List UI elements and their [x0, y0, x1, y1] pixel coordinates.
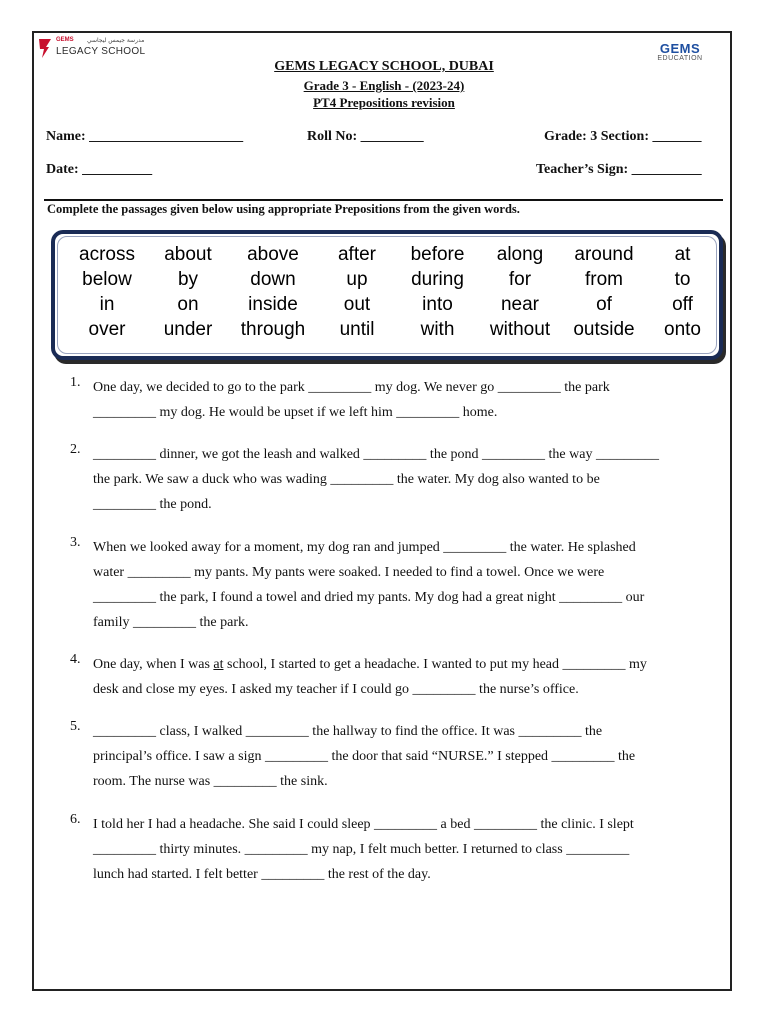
word-bank-word: out — [343, 294, 371, 315]
passage-number: 5. — [70, 719, 81, 734]
word-bank-word: on — [177, 294, 199, 315]
passage-body — [93, 719, 723, 794]
passage-line: water _________ my pants. My pants were soaked. I needed to find a towel. Once we were — [93, 565, 605, 580]
word-bank-word: about — [164, 244, 212, 265]
passage-line: _________ dinner, we got the leash and walked _________ the pond _________ the way _________ — [93, 447, 659, 462]
word-bank-word: along — [496, 244, 544, 265]
word-bank-word: around — [574, 244, 634, 265]
passage-line: _________ class, I walked _________ the hallway to find the office. It was _________ the — [93, 724, 603, 739]
assessment-title: PT4 Prepositions revision — [313, 95, 455, 110]
word-bank-word: through — [240, 319, 306, 340]
word-bank — [51, 230, 723, 360]
passage-body — [93, 652, 723, 702]
word-bank-word: from — [585, 269, 623, 290]
passage-number: 1. — [70, 375, 81, 390]
passage-line: I told her I had a headache. She said I could sleep _________ a bed _________ the clinic. I slept — [93, 817, 634, 832]
logo-gems-text: GEMS — [659, 41, 701, 56]
logo-brand-small: GEMS — [56, 37, 74, 43]
passage-line: _________ the pond. — [93, 497, 212, 512]
word-bank-word: off — [672, 294, 693, 315]
word-bank-grid — [67, 242, 719, 342]
name-field[interactable]: Name: ______________________ — [46, 129, 244, 144]
word-bank-word: until — [339, 319, 375, 340]
word-bank-word: by — [177, 269, 199, 290]
passage-line: family _________ the park. — [93, 615, 249, 630]
word-bank-word: during — [411, 269, 464, 290]
passage-line: _________ thirty minutes. _________ my nap, I felt much better. I returned to class _________ — [93, 842, 630, 857]
gems-flame-icon — [37, 37, 53, 59]
grade-section-field[interactable]: Grade: 3 Section: _______ — [544, 129, 702, 144]
word-bank-word: in — [99, 294, 115, 315]
passage-line — [93, 652, 723, 677]
passage-line: When we looked away for a moment, my dog ran and jumped _________ the water. He splashed — [93, 540, 636, 555]
word-bank-word: above — [247, 244, 299, 265]
passage-body — [93, 375, 723, 425]
word-bank-word: with — [420, 319, 455, 340]
passage-body — [93, 812, 723, 887]
passage-body — [93, 442, 723, 517]
passage-number: 6. — [70, 812, 81, 827]
word-bank-word: below — [82, 269, 132, 290]
grade-subject-title: Grade 3 - English - (2023-24) — [303, 78, 465, 93]
instruction-text: Complete the passages given below using appropriate Prepositions from the given words. — [47, 202, 520, 216]
logo-arabic-name: مدرسة جيمس ليجاسي — [87, 37, 145, 44]
word-bank-word: of — [596, 294, 612, 315]
word-bank-word: inside — [248, 294, 298, 315]
word-bank-word: to — [674, 269, 691, 290]
passage-line: principal’s office. I saw a sign _________ the door that said “NURSE.” I stepped _________ the — [93, 749, 636, 764]
word-bank-word: up — [346, 269, 368, 290]
teacher-sign-field[interactable]: Teacher’s Sign: __________ — [536, 162, 702, 177]
word-bank-word: near — [500, 294, 540, 315]
passage-line: desk and close my eyes. I asked my teacher if I could go _________ the nurse’s office. — [93, 682, 579, 697]
passage-line: _________ my dog. He would be upset if we left him _________ home. — [93, 405, 498, 420]
word-bank-word: at — [674, 244, 691, 265]
word-bank-word: under — [163, 319, 213, 340]
underlined-word: at — [213, 657, 224, 672]
word-bank-word: over — [88, 319, 126, 340]
passage-body — [93, 535, 723, 635]
logo-education-text: EDUCATION — [657, 55, 703, 62]
word-bank-word: without — [489, 319, 551, 340]
roll-no-field[interactable]: Roll No: _________ — [307, 129, 424, 144]
passage-line: lunch had started. I felt better _________ the rest of the day. — [93, 867, 431, 882]
word-bank-word: down — [250, 269, 296, 290]
word-bank-word: before — [410, 244, 465, 265]
word-bank-word: into — [422, 294, 453, 315]
school-title: GEMS LEGACY SCHOOL, DUBAI — [274, 59, 494, 74]
passage-number: 3. — [70, 535, 81, 550]
header-divider — [44, 199, 723, 201]
passage-line: the park. We saw a duck who was wading _________ the water. My dog also wanted to be — [93, 472, 600, 487]
passage-text: school, I started to get a headache. I wanted to put my head _________ my — [223, 657, 647, 672]
word-bank-word: outside — [573, 319, 635, 340]
passage-number: 4. — [70, 652, 81, 667]
passage-line: One day, we decided to go to the park _________ my dog. We never go _________ the park — [93, 380, 610, 395]
logo-school-name: LEGACY SCHOOL — [56, 46, 146, 57]
passage-line: _________ the park, I found a towel and dried my pants. My dog had a great night _________ our — [93, 590, 645, 605]
passage-text: One day, when I was — [93, 657, 214, 672]
word-bank-word: across — [79, 244, 135, 265]
passage-line: room. The nurse was _________ the sink. — [93, 774, 328, 789]
word-bank-word: for — [508, 269, 532, 290]
date-field[interactable]: Date: __________ — [46, 162, 153, 177]
word-bank-word: onto — [664, 319, 701, 340]
word-bank-word: after — [337, 244, 377, 265]
passage-number: 2. — [70, 442, 81, 457]
